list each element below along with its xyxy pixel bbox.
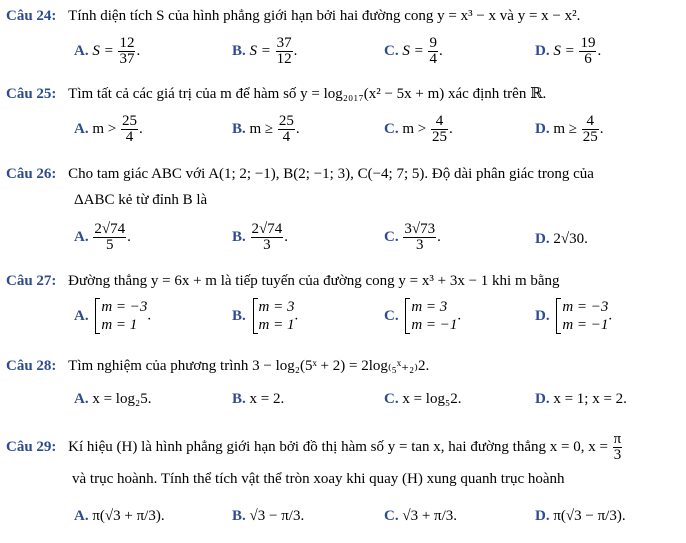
option-d[interactable]: D. S = $\frac{19}{6}$ . <box>535 35 602 67</box>
option-d[interactable] <box>535 507 626 525</box>
option-c[interactable] <box>384 390 461 408</box>
fraction: $\frac{12}{37}$ <box>119 35 135 67</box>
question-26-line2 <box>74 191 207 209</box>
option-c[interactable]: C. S = $\frac{9}{4}$ . <box>384 35 443 67</box>
option-value: x = log₅2. <box>402 391 462 407</box>
option-d[interactable]: D. 2√30. <box>535 231 588 247</box>
fraction: $\frac{3√73}{3}$ <box>404 221 436 253</box>
option-letter: C. <box>384 42 399 59</box>
option-a[interactable]: A. $\frac{2√74}{5}$ . <box>74 221 131 253</box>
option-lhs: m > <box>92 120 117 137</box>
equation-system: m = 3 m = 1 <box>253 298 295 334</box>
question-label: Câu 27: <box>6 273 57 289</box>
question-label: Câu 29: <box>6 438 57 455</box>
option-letter: B. <box>232 391 246 407</box>
question-text-2: và trục hoành. Tính thể tích vật thể tròn xoay khi quay (H) xung quanh trục hoành <box>72 471 565 487</box>
fraction: $\frac{25}{4}$ <box>121 113 137 145</box>
option-value: x = 1; x = 2. <box>553 391 627 407</box>
fraction: $\frac{2√74}{3}$ <box>251 221 283 253</box>
option-d[interactable]: D. m = −3 m = −1 . <box>535 299 613 333</box>
option-value: √3 + π/3. <box>402 508 458 524</box>
option-d[interactable]: D. m ≥ $\frac{4}{25}$ . <box>535 113 604 145</box>
equation-system: m = −3 m = 1 <box>95 298 147 334</box>
question-27 <box>6 272 560 290</box>
option-b[interactable]: B. m ≥ $\frac{25}{4}$ . <box>232 113 300 145</box>
question-label: Câu 28: <box>6 358 57 374</box>
option-a[interactable] <box>74 507 165 525</box>
fraction: $\frac{4}{25}$ <box>431 113 447 145</box>
option-lhs: S = <box>553 42 575 59</box>
option-letter: C. <box>384 308 399 324</box>
option-letter: B. <box>232 42 246 59</box>
option-letter: B. <box>232 228 246 245</box>
option-letter: A. <box>74 508 89 524</box>
option-letter: D. <box>535 391 550 407</box>
question-text: Tìm nghiệm của phương trình 3 − log₂(5ˣ + 2) = 2log₍₅ˣ₊₂₎2. <box>68 358 430 374</box>
fraction: $\frac{2√74}{5}$ <box>94 221 126 253</box>
option-value: √3 − π/3. <box>249 508 305 524</box>
option-value: π(√3 − π/3). <box>553 508 626 524</box>
option-c[interactable] <box>384 507 457 525</box>
question-28 <box>6 357 429 375</box>
question-text: Tính diện tích S của hình phẳng giới hạn bởi hai đường cong y = x³ − x và y = x − x². <box>68 8 581 24</box>
fraction: $\frac{9}{4}$ <box>429 35 437 67</box>
option-a[interactable]: A. S = $\frac{12}{37}$ . <box>74 35 141 67</box>
option-value: x = log₂5. <box>92 391 152 407</box>
option-lhs: m > <box>402 120 427 137</box>
question-29 <box>6 432 623 463</box>
question-label: Câu 26: <box>6 166 57 182</box>
option-letter: A. <box>74 308 89 324</box>
fraction: $\frac{19}{6}$ <box>580 35 596 67</box>
option-letter: D. <box>535 120 550 137</box>
option-letter: D. <box>535 231 550 247</box>
question-text: Cho tam giác ABC với A(1; 2; −1), B(2; −1; 3), C(−4; 7; 5). Độ dài phân giác trong của <box>68 166 594 182</box>
option-letter: C. <box>384 391 399 407</box>
option-b[interactable]: B. $\frac{2√74}{3}$ . <box>232 221 288 253</box>
option-lhs: S = <box>92 42 114 59</box>
fraction: $\frac{\pi}{3}$ <box>613 431 622 463</box>
option-b[interactable]: B. m = 3 m = 1 . <box>232 299 299 333</box>
option-letter: A. <box>74 391 89 407</box>
option-c[interactable]: C. m > $\frac{4}{25}$ . <box>384 113 453 145</box>
option-lhs: m ≥ <box>553 120 577 137</box>
question-29-line2 <box>6 470 565 488</box>
question-text: Tìm tất cả các giá trị của m để hàm số y = log₂₀₁₇(x² − 5x + m) xác định trên ℝ. <box>68 86 547 102</box>
question-label: Câu 25: <box>6 86 57 102</box>
option-letter: C. <box>384 120 399 137</box>
equation-system: m = −3 m = −1 <box>556 298 608 334</box>
option-lhs: S = <box>402 42 424 59</box>
option-letter: C. <box>384 508 399 524</box>
option-letter: C. <box>384 228 399 245</box>
option-letter: D. <box>535 508 550 524</box>
option-letter: B. <box>232 308 246 324</box>
fraction: $\frac{37}{12}$ <box>276 35 292 67</box>
question-26 <box>6 165 594 183</box>
option-letter: B. <box>232 120 246 137</box>
option-letter: A. <box>74 120 89 137</box>
option-d[interactable] <box>535 390 627 408</box>
question-text-2: ΔABC kẻ từ đỉnh B là <box>74 192 208 208</box>
option-a[interactable] <box>74 390 151 408</box>
option-letter: A. <box>74 228 89 245</box>
question-25 <box>6 85 546 103</box>
option-b[interactable] <box>232 390 284 408</box>
question-24 <box>6 7 580 25</box>
question-text: Kí hiệu (H) là hình phẳng giới hạn bởi đồ thị hàm số y = tan x, hai đường thẳng x = 0, x = <box>68 438 608 455</box>
option-letter: B. <box>232 508 246 524</box>
question-label: Câu 24: <box>6 8 57 24</box>
option-a[interactable]: A. m = −3 m = 1 . <box>74 299 152 333</box>
option-letter: D. <box>535 42 550 59</box>
option-letter: A. <box>74 42 89 59</box>
option-b[interactable]: B. S = $\frac{37}{12}$ . <box>232 35 298 67</box>
option-c[interactable]: C. m = 3 m = −1 . <box>384 299 462 333</box>
fraction: $\frac{25}{4}$ <box>278 113 294 145</box>
fraction: $\frac{4}{25}$ <box>582 113 598 145</box>
option-letter: D. <box>535 308 550 324</box>
option-value: 2√30 <box>553 231 585 247</box>
option-lhs: m ≥ <box>249 120 274 137</box>
option-value: π(√3 + π/3). <box>92 508 165 524</box>
option-c[interactable]: C. $\frac{3√73}{3}$ . <box>384 221 441 253</box>
option-a[interactable]: A. m > $\frac{25}{4}$ . <box>74 113 143 145</box>
option-b[interactable] <box>232 507 304 525</box>
equation-system: m = 3 m = −1 <box>405 298 457 334</box>
question-text: Đường thẳng y = 6x + m là tiếp tuyến của đường cong y = x³ + 3x − 1 khi m bằng <box>68 273 560 289</box>
option-lhs: S = <box>249 42 271 59</box>
option-value: x = 2. <box>249 391 285 407</box>
